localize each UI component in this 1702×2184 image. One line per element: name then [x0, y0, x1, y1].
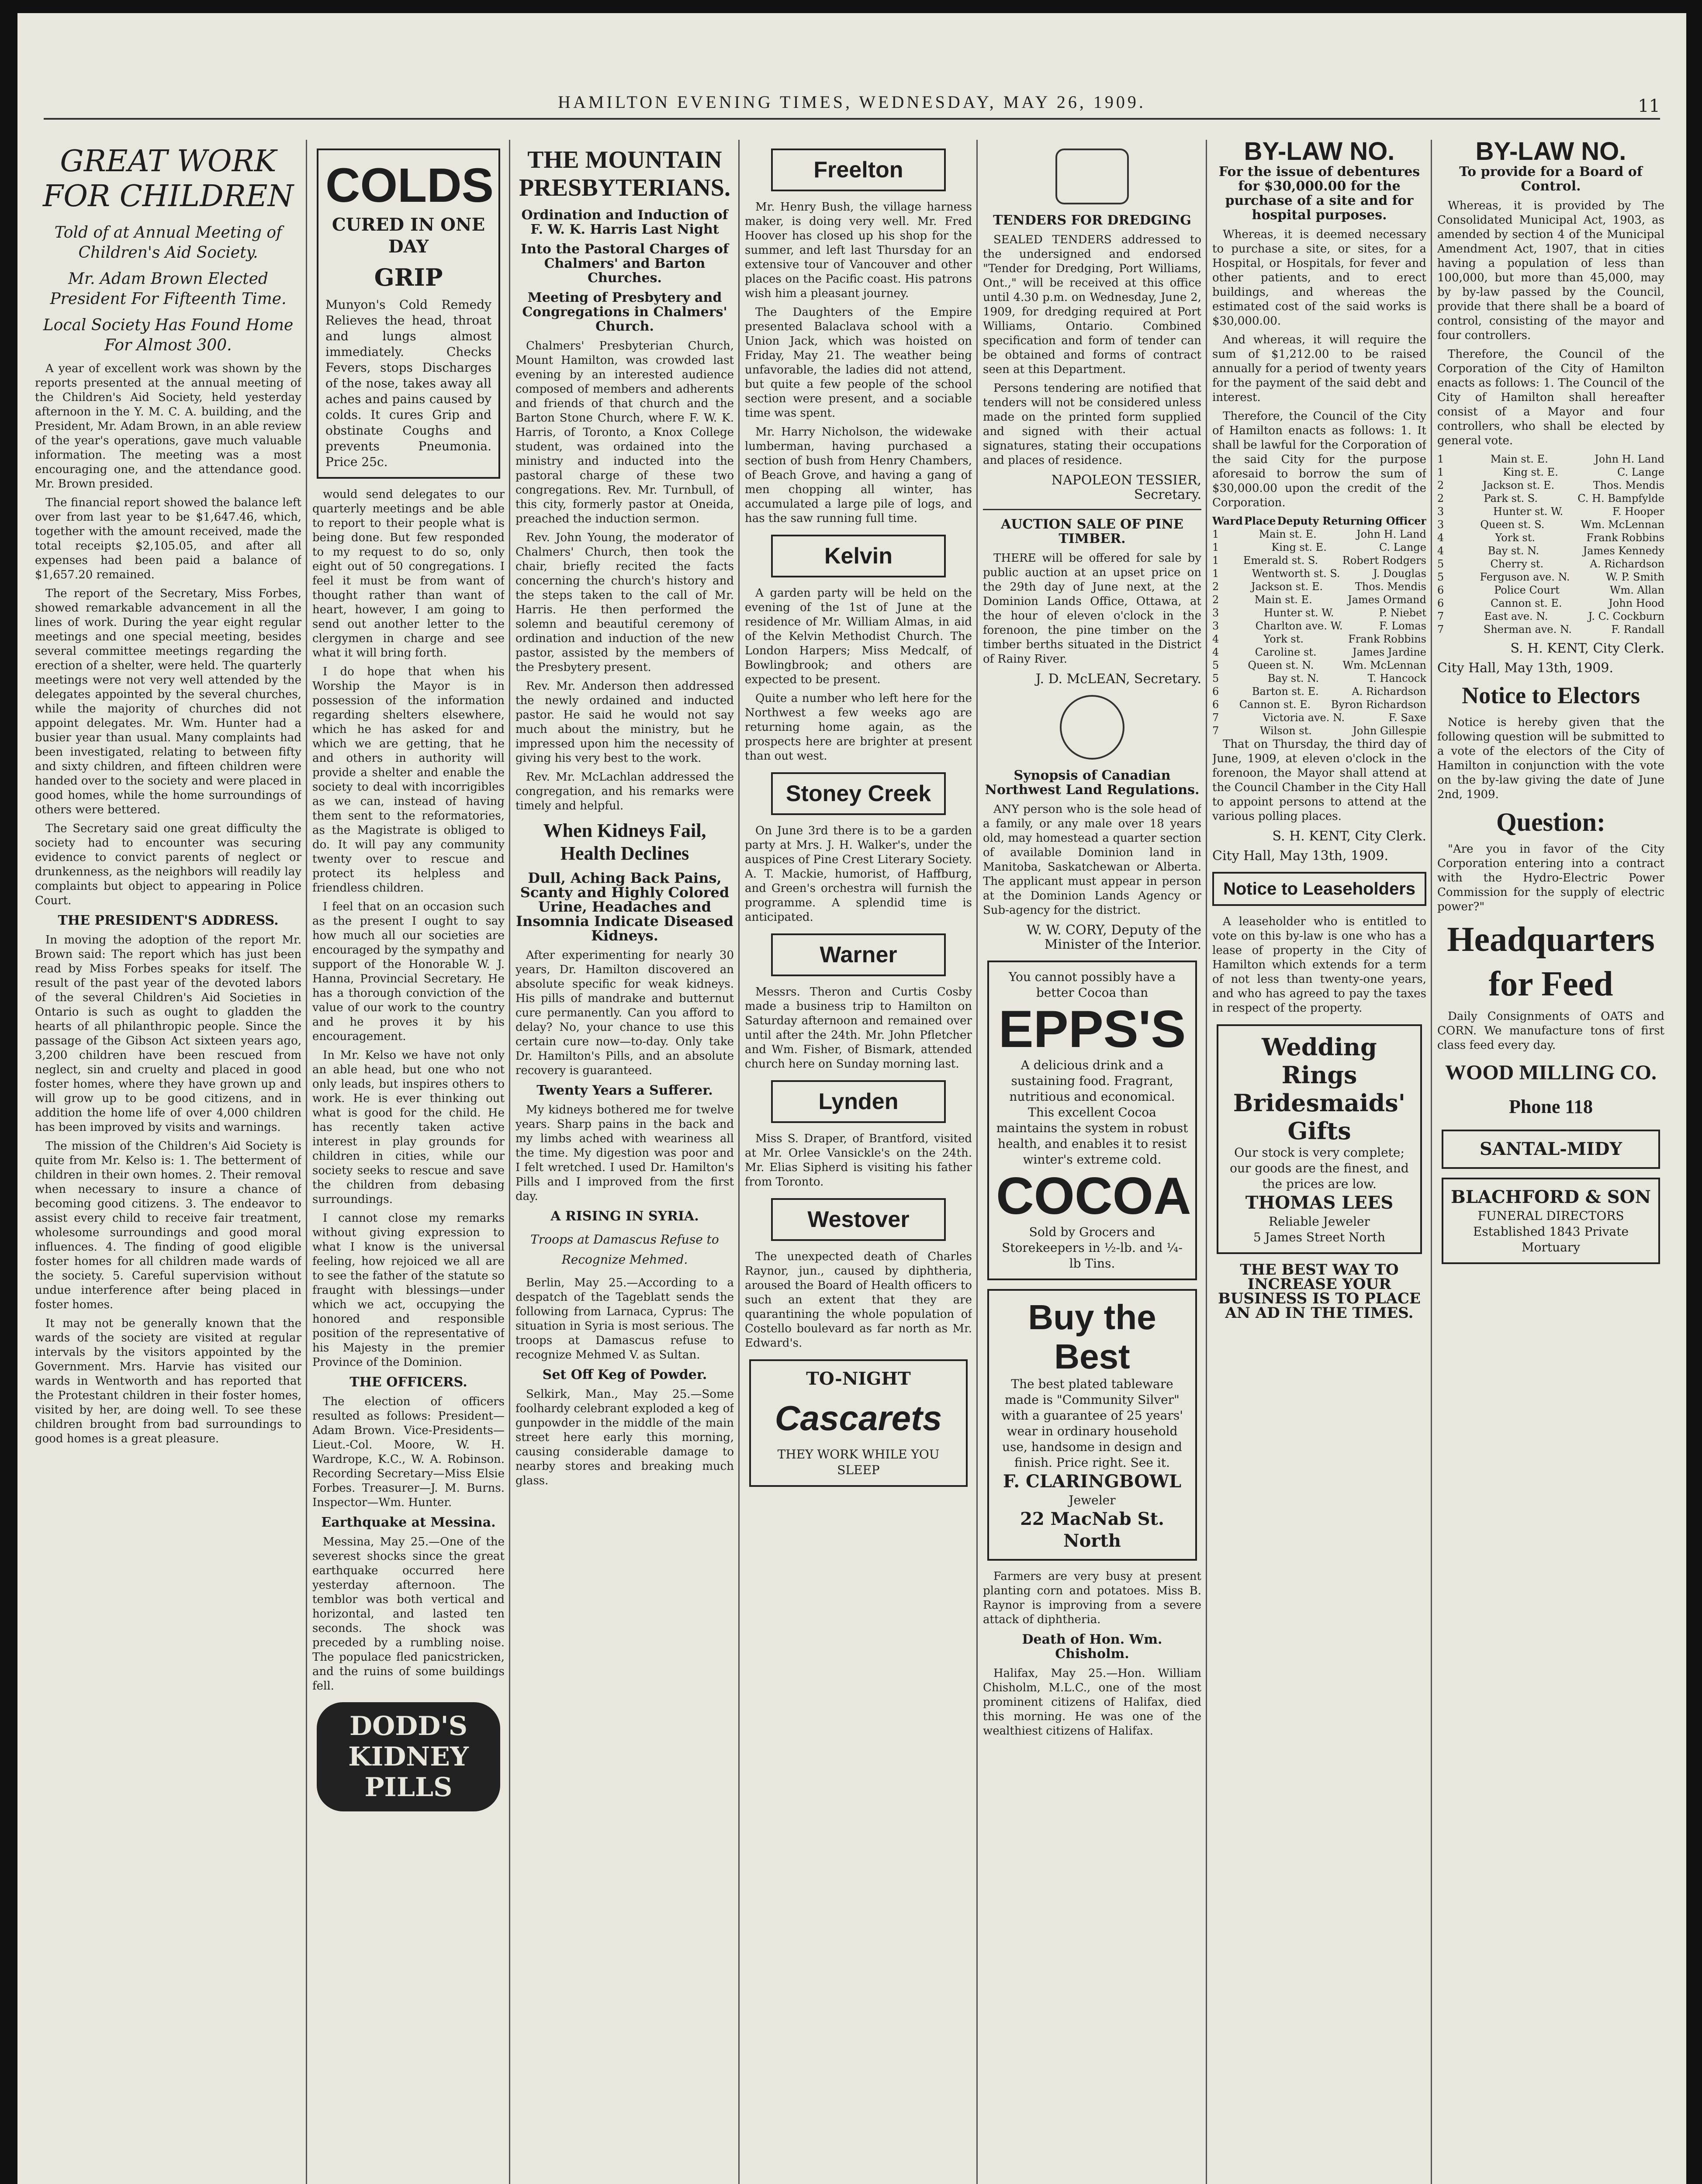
wedding-ad-address: 5 James Street North	[1253, 1230, 1386, 1244]
article-paragraph: The unexpected death of Charles Raynor, jun., caused by diphtheria, aroused the Board of Health officers to such an extent that they are quarantining the whole population of Costello boulevard as far north as Mr. Edward's.	[745, 1250, 972, 1350]
table-cell: Hunter st. W.	[1493, 505, 1564, 518]
column-rule	[976, 140, 978, 2184]
table-cell: C. Lange	[1617, 466, 1664, 478]
table-cell: 4	[1212, 633, 1219, 645]
table-cell: Wm. McLennan	[1342, 659, 1426, 671]
subheading: TENDERS FOR DREDGING	[993, 213, 1191, 228]
table-cell: Thos. Mendis	[1355, 581, 1426, 593]
article-paragraph: The Daughters of the Empire presented Balaclava school with a Union Jack, which was hoisted on Friday, May 21. The weather being unfavorable, the ladies did not attend, but quite a few people of the school section were present, and a sociable time was spent.	[745, 306, 972, 420]
table-row	[1437, 623, 1664, 636]
table-cell: Bay st. N.	[1267, 672, 1319, 684]
mill-name: WOOD MILLING CO.	[1445, 1061, 1657, 1084]
polling-table-header	[1212, 515, 1426, 528]
table-row	[1212, 593, 1426, 606]
colds-ad-subtitle: CURED IN ONE DAY	[332, 214, 485, 257]
table-cell: Main st. E.	[1259, 528, 1317, 540]
column-presbyterians	[515, 140, 734, 2184]
table-row	[1437, 557, 1664, 570]
feed-heading: Headquarters	[1447, 920, 1655, 959]
epps-ad-foot: Sold by Grocers and Storekeepers in ½-lb. and ¼-lb Tins.	[1002, 1225, 1183, 1271]
article-paragraph: My kidneys bothered me for twelve years. Sharp pains in the back and my limbs ached with weariness all the time. My digestion was poor and I felt wretched. I used Dr. Hamilton's Pills and I improved from the first day.	[515, 1103, 734, 1203]
subheading: THE OFFICERS.	[349, 1375, 467, 1390]
table-row	[1212, 528, 1426, 541]
table-cell: Sherman ave. N.	[1483, 623, 1572, 636]
cascarets-ad-line: TO-NIGHT	[806, 1368, 911, 1389]
table-cell: Jackson st. E.	[1483, 479, 1555, 491]
table-cell: 5	[1212, 659, 1219, 671]
article-paragraph: In moving the adoption of the report Mr. Brown said: The report which has just been read by Miss Forbes speaks for itself. The result of the past year of the devoted labors of the several Children's Aid Societies in Ontario is such as ought to gladden the hearts of all philanthropic people. Since the passage of the Gibson Act sixteen years ago, 3,200 children have been rescued from neglect, sin and cruelty and placed in good foster homes, where they have grown up and will grow up to be good citizens, and in addition the home life of over 4,000 children has been improved by visits and warnings.	[35, 933, 301, 1134]
section-box-freelton: Freelton	[771, 149, 946, 191]
table-row	[1437, 479, 1664, 492]
buy-the-best-ad	[987, 1289, 1197, 1561]
table-cell: Caroline st.	[1255, 646, 1317, 658]
table-row	[1212, 567, 1426, 580]
article-paragraph: Notice is hereby given that the following question will be submitted to a vote of the electors of the City of Hamilton in conjunction with the vote on the by-law giving the date of June 2nd, 1909.	[1437, 716, 1664, 801]
dodds-ad-line: DODD'S	[349, 1711, 468, 1742]
table-row	[1437, 492, 1664, 505]
table-row	[1437, 597, 1664, 610]
article-paragraph: SEALED TENDERS addressed to the undersigned and endorsed "Tender for Dredging, Port Williams, Ont.," will be received at this office until 4.30 p.m. on Wednesday, June 2, 1909, for dredging required at Port Williams, Ontario. Combined specification and form of tender can be obtained and forms of contract seen at this Department.	[983, 233, 1201, 376]
subheading: Set Off Keg of Powder.	[542, 1367, 707, 1382]
table-cell: James Ormand	[1348, 594, 1426, 606]
headline-great-work: GREAT WORK FOR CHILDREN	[43, 144, 294, 214]
table-row	[1212, 711, 1426, 724]
table-cell: Robert Rodgers	[1342, 554, 1426, 567]
table-cell: 3	[1212, 607, 1219, 619]
table-row	[1437, 531, 1664, 544]
cascarets-ad	[749, 1359, 968, 1487]
article-paragraph: Mr. Harry Nicholson, the widewake lumberman, having purchased a section of bush from Henry Chambers, of Beach Grove, and having a gang of men chopping all winter, has accumulated a large pile of logs, and has the saw running full time.	[745, 425, 972, 525]
article-paragraph: Quite a number who left here for the Northwest a few weeks ago are returning home again, as the prospects here are brighter at present than out west.	[745, 692, 972, 763]
article-paragraph: "Are you in favor of the City Corporation entering into a contract with the Hydro-Electric Power Commission for the supply of electric power?"	[1437, 843, 1664, 913]
wedding-ad-role: Reliable Jeweler	[1269, 1214, 1370, 1229]
table-cell: 5	[1437, 571, 1444, 583]
table-cell: Byron Richardson	[1331, 698, 1426, 711]
article-paragraph: Therefore, the Council of the City of Hamilton enacts as follows: 1. It shall be lawful for the Corporation of the said City for the purpose aforesaid to borrow the sum of $30,000.00 upon the credit of the Corporation.	[1212, 410, 1426, 509]
table-cell: 6	[1437, 584, 1444, 596]
kidneys-ad-deck: Dull, Aching Back Pains, Scanty and Highly Colored Urine, Headaches and Insomnia Indicate Diseased Kidneys.	[516, 870, 733, 944]
column-great-work	[35, 140, 301, 2184]
article-paragraph: I feel that on an occasion such as the present I ought to say how much all our societies are encouraged by the sympathy and support of the Honorable W. J. Hanna, Provincial Secretary. He has a thorough conviction of the value of our work to the country and he proves it by his encouragement.	[312, 900, 505, 1043]
section-box-warner: Warner	[771, 933, 946, 976]
article-paragraph: The Secretary said one great difficulty the society had to encounter was securing evidence to convict parents of neglect or drunkenness, as the neighbors will readily lay complaints but object to appearing in Police Court.	[35, 822, 301, 907]
table-cell: Bay st. N.	[1488, 545, 1539, 557]
deck: Local Society Has Found Home For Almost 300.	[43, 316, 294, 354]
grip-label: GRIP	[374, 263, 443, 291]
table-cell: A. Richardson	[1590, 558, 1664, 570]
table-cell: Frank Robbins	[1586, 532, 1664, 544]
table-cell: Queen st. S.	[1480, 518, 1545, 531]
article-paragraph: Messrs. Theron and Curtis Cosby made a business trip to Hamilton on Saturday afternoon and remained over until after the 24th. Mr. John Pfletcher and Wm. Fisher, of Bismark, attended church here on Sunday morning last.	[745, 985, 972, 1071]
deck: Troops at Damascus Refuse to Recognize Mehmed.	[530, 1232, 719, 1267]
table-cell: 1	[1212, 554, 1219, 567]
table-cell: Emerald st. S.	[1243, 554, 1318, 567]
newspaper-page	[17, 13, 1686, 2184]
deck: Meeting of Presbytery and Congregations in Chalmers' Church.	[522, 290, 727, 334]
article-paragraph: Therefore, the Council of the Corporation of the City of Hamilton enacts as follows: 1. The Council of the City of Hamilton shall hereafter consist of a Mayor and four controllers, who shall be elected by general vote.	[1437, 348, 1664, 447]
page-masthead: HAMILTON EVENING TIMES, WEDNESDAY, MAY 26, 1909.	[44, 92, 1660, 120]
polling-table	[1212, 528, 1426, 737]
table-cell: P. Niebet	[1379, 607, 1426, 619]
column-correspondence	[745, 140, 972, 2184]
epps-ad-brand: EPPS'S	[998, 1000, 1186, 1058]
table-cell: 7	[1437, 610, 1444, 622]
table-cell: 7	[1212, 725, 1219, 737]
table-cell: Wilson st.	[1259, 725, 1312, 737]
table-cell: 1	[1437, 466, 1444, 478]
article-paragraph: I cannot close my remarks without giving expression to what I know is the universal feeling, how rejoiced we all are to see the father of the statute so fraught with blessings—under which we act, occupying the honored and responsible position of the representative of his Majesty in the premier Province of the Dominion.	[312, 1212, 505, 1369]
epps-ad-top: You cannot possibly have a better Cocoa than	[1008, 970, 1176, 1000]
table-cell: Hunter st. W.	[1264, 607, 1334, 619]
column-rule	[738, 140, 740, 2184]
table-cell: Park st. S.	[1484, 492, 1538, 505]
page-number: 11	[1638, 96, 1660, 116]
wedding-ad-head: Bridesmaids' Gifts	[1233, 1089, 1406, 1145]
table-cell: 4	[1212, 646, 1219, 658]
table-row	[1212, 541, 1426, 554]
table-cell: Victoria ave. N.	[1263, 712, 1345, 724]
table-row	[1212, 672, 1426, 685]
article-paragraph: Mr. Henry Bush, the village harness maker, is doing very well. Mr. Fred Hoover has closed up his shop for the summer, and left last Thursday for an extensive tour of Vancouver and other places on the Pacific coast. His patrons wish him a pleasant journey.	[745, 200, 972, 300]
subheading: AUCTION SALE OF PINE TIMBER.	[1001, 517, 1183, 546]
article-paragraph: In Mr. Kelso we have not only an able head, but one who not only leads, but inspires others to work. He is ever thinking out what is good for the child. He has recently taken active interest in play grounds for children in cities, while our society seeks to rescue and save the children from debasing surroundings.	[312, 1049, 505, 1206]
bylaw-title: BY-LAW NO.	[1475, 140, 1626, 166]
article-paragraph: On June 3rd there is to be a garden party at Mrs. J. H. Walker's, under the auspices of Pine Crest Literary Society. A. T. Mackie, humorist, of Haffburg, and Green's orchestra will furnish the programme. A splendid time is anticipated.	[745, 824, 972, 924]
buy-best-text: The best plated tableware made is "Community Silver" with a guarantee of 25 years' wear in ordinary household use, handsome in design and finish. Price right. See it.	[1001, 1377, 1183, 1470]
table-cell: Main st. E.	[1254, 594, 1312, 606]
table-row	[1437, 570, 1664, 584]
table-cell: J. Douglas	[1373, 567, 1426, 580]
table-cell: King st. E.	[1503, 466, 1558, 478]
funeral-sub: FUNERAL DIRECTORS	[1477, 1209, 1624, 1223]
table-cell: Wentworth st. S.	[1252, 567, 1340, 580]
table-header-cell: Ward	[1212, 515, 1243, 527]
table-row	[1437, 466, 1664, 479]
signature: NAPOLEON TESSIER, Secretary.	[1051, 473, 1201, 502]
table-cell: 3	[1212, 620, 1219, 632]
table-cell: 1	[1212, 528, 1219, 540]
signature: S. H. KENT, City Clerk.	[1510, 641, 1664, 656]
section-box-lynden: Lynden	[771, 1080, 946, 1123]
table-cell: F. Saxe	[1388, 712, 1426, 724]
coat-of-arms-icon	[1060, 695, 1124, 760]
article-paragraph: And whereas, it will require the sum of $1,212.00 to be raised annually for a period of twenty years for the payment of the said debt and interest.	[1212, 333, 1426, 404]
table-cell: Cannon st. E.	[1490, 597, 1562, 609]
deck: Told of at Annual Meeting of Children's Aid Society.	[54, 224, 282, 262]
table-cell: 6	[1437, 597, 1444, 609]
table-row	[1437, 453, 1664, 466]
article-paragraph: Rev. Mr. Anderson then addressed the newly ordained and inducted pastor. He said he would not say much about the ministry, but he impressed upon him the necessity of giving his very best to the work.	[515, 680, 734, 765]
subheading: Earthquake at Messina.	[321, 1515, 496, 1530]
table-row	[1437, 610, 1664, 623]
article-paragraph: Messina, May 25.—One of the severest shocks since the great earthquake occurred here yesterday afternoon. The temblor was both vertical and horizontal, and lasted ten seconds. The shock was preceded by a rumbling noise. The populace fled panicstricken, and the ruins of some buildings fell.	[312, 1535, 505, 1693]
article-paragraph: Miss S. Draper, of Brantford, visited at Mr. Orlee Vansickle's on the 24th. Mr. Elias Sipherd is visiting his father from Toronto.	[745, 1132, 972, 1189]
table-row	[1212, 632, 1426, 646]
section-box-kelvin: Kelvin	[771, 535, 946, 577]
table-cell: John Gillespie	[1353, 725, 1426, 737]
epps-ad-cocoa: COCOA	[996, 1167, 1191, 1225]
table-cell: York st.	[1263, 633, 1304, 645]
table-row	[1212, 580, 1426, 593]
table-row	[1212, 646, 1426, 659]
bylaw-intro: To provide for a Board of Control.	[1459, 164, 1643, 194]
table-row	[1212, 619, 1426, 632]
times-ad: THE BEST WAY TO INCREASE YOUR BUSINESS IS TO PLACE AN AD IN THE TIMES.	[1218, 1261, 1421, 1322]
table-cell: Police Court	[1494, 584, 1560, 596]
dateline: City Hall, May 13th, 1909.	[1212, 848, 1388, 864]
wedding-ad-name: THOMAS LEES	[1245, 1192, 1394, 1213]
table-cell: 3	[1437, 505, 1444, 518]
table-cell: 4	[1437, 545, 1444, 557]
article-paragraph: The financial report showed the balance left over from last year to be $1,647.46, which, together with the amount received, made the total receipts $2,105.05, and after all expenses had been paid a balance of $1,657.20 remained.	[35, 496, 301, 581]
cascarets-ad-brand: Cascarets	[775, 1399, 942, 1438]
epps-ad-desc: A delicious drink and a sustaining food. Fragrant, nutritious and economical. This excellent Cocoa maintains the system in robust health, and enables it to resist winter's extreme cold.	[996, 1058, 1188, 1167]
table-cell: W. P. Smith	[1605, 571, 1664, 583]
table-cell: Wm. Allan	[1609, 584, 1664, 596]
table-cell: F. Hooper	[1612, 505, 1664, 518]
table-row	[1212, 606, 1426, 619]
table-cell: C. Lange	[1379, 541, 1426, 553]
table-cell: Jackson st. E.	[1251, 581, 1323, 593]
table-cell: F. Lomas	[1379, 620, 1426, 632]
dodds-kidney-pills-ad	[317, 1702, 500, 1811]
table-cell: 5	[1212, 672, 1219, 684]
article-paragraph: Selkirk, Man., May 25.—Some foolhardy celebrant exploded a keg of gunpowder in the middle of the main street here early this morning, causing considerable damage to nearby stores and breaking much glass.	[515, 1388, 734, 1487]
article-paragraph: Daily Consignments of OATS and CORN. We manufacture tons of first class feed every day.	[1437, 1010, 1664, 1052]
column-rule	[1206, 140, 1207, 2184]
dodds-ad-line: KIDNEY	[348, 1742, 469, 1772]
table-cell: 1	[1437, 453, 1444, 465]
article-paragraph: Rev. Mr. McLachlan addressed the congregation, and his remarks were timely and helpful.	[515, 771, 734, 812]
funeral-addr: Established 1843 Private Mortuary	[1473, 1224, 1629, 1254]
buy-best-head: Buy the Best	[1028, 1298, 1156, 1376]
table-cell: 7	[1437, 623, 1444, 636]
article-paragraph: ANY person who is the sole head of a family, or any male over 18 years old, may homestead a quarter section of available Dominion land in Manitoba, Saskatchewan or Alberta. The applicant must appear in person at the Dominion Lands Agency or Sub-agency for the district.	[983, 803, 1201, 917]
colds-ad	[317, 149, 500, 479]
table-cell: John Hood	[1609, 597, 1664, 609]
article-paragraph: After experimenting for nearly 30 years, Dr. Hamilton discovered an absolute specific for weak kidneys. His pills of mandrake and butternut cure permanently. Can you afford to delay? No, your chance to use this certain cure now—to-day. Only take Dr. Hamilton's Pills, and an absolute recovery is guaranteed.	[515, 949, 734, 1077]
table-cell: F. Randall	[1611, 623, 1664, 636]
article-paragraph: The report of the Secretary, Miss Forbes, showed remarkable advancement in all the lines of work. During the year eight regular meetings and one special meeting, besides several committee meetings regarding the erection of a shelter, were held. The quarterly meetings were not very well attended by the delegates appointed by the several churches, while the majority of churches did not appoint delegates. Mr. Wm. Hunter had a busier year than usual. Many complaints had been investigated, relating to between fifty and sixty children, and fifteen children were handed over to the society and were placed in good homes, while the home surroundings of others were bettered.	[35, 587, 301, 816]
article-paragraph: A year of excellent work was shown by the reports presented at the annual meeting of the Children's Aid Society, held yesterday afternoon in the Y. M. C. A. building, and the President, Mr. Adam Brown, in an able review of the year's operations, gave much valuable information. The meeting was a most encouraging one, and the attendance good. Mr. Brown presided.	[35, 362, 301, 491]
table-row	[1212, 698, 1426, 711]
table-cell: Wm. McLennan	[1581, 518, 1664, 531]
section-box-stoney-creek: Stoney Creek	[771, 772, 946, 815]
subheading: THE PRESIDENT'S ADDRESS.	[58, 913, 279, 928]
column-rule	[1431, 140, 1432, 2184]
deck: Ordination and Induction of F. W. K. Harris Last Night	[521, 207, 728, 237]
notice-leaseholders-heading: Notice to Leaseholders	[1212, 872, 1426, 906]
table-cell: 6	[1212, 685, 1219, 698]
article-paragraph: It may not be generally known that the wards of the society are visited at regular intervals by the visitors appointed by the Government. Mrs. Harvie has visited our wards in Wentworth and has reported that the Protestant children in their foster homes, visited by her, are doing well. To see these children brought from bad surroundings to good homes is a great pleasure.	[35, 1317, 301, 1445]
article-paragraph: The election of officers resulted as follows: President—Adam Brown. Vice-Presidents—Lieut.-Col. Moore, W. H. Wardrope, K.C., W. A. Robinson. Recording Secretary—Miss Elsie Forbes. Treasurer—J. M. Burns. Inspector—Wm. Hunter.	[312, 1395, 505, 1509]
article-paragraph: Chalmers' Presbyterian Church, Mount Hamilton, was crowded last evening by an interested audience composed of members and adherents and friends of that church and the Barton Stone Church, where F. W. K. Harris, of Toronto, a Knox College student, was ordained into the ministry and inducted into the pastoral charge of these two congregations. Rev. Mr. Turnbull, of this city, formerly pastor at Oneida, preached the induction sermon.	[515, 339, 734, 525]
article-paragraph: Halifax, May 25.—Hon. William Chisholm, M.L.C., one of the most prominent citizens of Halifax, died this morning. He was one of the wealthiest citizens of Halifax.	[983, 1667, 1201, 1738]
table-cell: 7	[1212, 712, 1219, 724]
signature: S. H. KENT, City Clerk.	[1272, 829, 1426, 844]
wedding-ad-text: Our stock is very complete; our goods are the finest, and the prices are low.	[1230, 1145, 1409, 1191]
feed-heading: for Feed	[1488, 965, 1613, 1003]
article-paragraph: Berlin, May 25.—According to a despatch of the Tageblatt sends the following from Larnaca, Cyprus: The situation in Syria is most serious. The troops at Damascus refuse to recognize Mehmed V. as Sultan.	[515, 1276, 734, 1362]
bylaw-title: BY-LAW NO.	[1244, 140, 1395, 166]
bylaw-intro: For the issue of debentures for $30,000.00 for the purchase of a site and for hospital purposes.	[1218, 164, 1420, 223]
table-cell: Thos. Mendis	[1593, 479, 1664, 491]
subheading: Twenty Years a Sufferer.	[536, 1083, 713, 1098]
column-rule	[509, 140, 510, 2184]
subheading: A RISING IN SYRIA.	[550, 1209, 699, 1224]
deck: Into the Pastoral Charges of Chalmers' and Barton Churches.	[521, 242, 729, 286]
article-paragraph: Whereas, it is provided by The Consolidated Municipal Act, 1903, as amended by section 4 of the Municipal Amendment Act, 1907, that in cities having a population of less than 100,000, but more than 45,000, may by by-law passed by the Council, provide that there shall be a board of control, consisting of the mayor and four controllers.	[1437, 199, 1664, 342]
column-tenders	[983, 140, 1201, 2184]
colds-ad-title: COLDS	[325, 159, 494, 212]
santal-ad-brand: SANTAL-MIDY	[1479, 1139, 1622, 1159]
question-heading: Question:	[1496, 808, 1606, 836]
table-cell: J. C. Cockburn	[1588, 610, 1664, 622]
table-row	[1212, 724, 1426, 737]
article-paragraph: Whereas, it is deemed necessary to purchase a site, or sites, for a Hospital, or Hospitals, for fever and other patients, and to erect buildings, and whereas the estimated cost of the said works is $30,000.00.	[1212, 228, 1426, 328]
table-header-cell: Deputy Returning Officer	[1277, 515, 1426, 527]
table-cell: Ferguson ave. N.	[1480, 571, 1570, 583]
table-cell: Cherry st.	[1490, 558, 1544, 570]
cascarets-ad-tagline: THEY WORK WHILE YOU SLEEP	[777, 1447, 940, 1477]
table-cell: 6	[1212, 698, 1219, 711]
table-cell: Frank Robbins	[1348, 633, 1426, 645]
table-cell: Charlton ave. W.	[1255, 620, 1343, 632]
dateline: City Hall, May 13th, 1909.	[1437, 660, 1613, 676]
deck: Mr. Adam Brown Elected President For Fifteenth Time.	[50, 270, 287, 308]
mill-phone: Phone 118	[1509, 1096, 1593, 1117]
signature: J. D. McLEAN, Secretary.	[1035, 671, 1201, 687]
blachford-ad	[1442, 1178, 1660, 1264]
epps-cocoa-ad	[987, 961, 1197, 1280]
table-cell: 1	[1212, 541, 1219, 553]
table-cell: Cannon st. E.	[1239, 698, 1311, 711]
table-row	[1212, 685, 1426, 698]
article-paragraph: That on Thursday, the third day of June, 1909, at eleven o'clock in the forenoon, the Mayor shall attend at the Council Chamber in the City Hall to appoint persons to attend at the various polling places.	[1212, 738, 1426, 823]
table-row	[1437, 505, 1664, 518]
table-header-cell: Place	[1244, 515, 1276, 527]
table-cell: 2	[1437, 492, 1444, 505]
polling-table	[1437, 453, 1664, 636]
table-row	[1437, 518, 1664, 531]
article-paragraph: Farmers are very busy at present planting corn and potatoes. Miss B. Raynor is improving from a severe attack of diphtheria.	[983, 1570, 1201, 1626]
table-cell: John H. Land	[1356, 528, 1426, 540]
divider	[983, 509, 1201, 510]
table-cell: A. Richardson	[1352, 685, 1426, 698]
signature: W. W. CORY, Deputy of the Minister of the Interior.	[1026, 923, 1201, 952]
table-cell: King st. E.	[1271, 541, 1327, 553]
santal-midy-ad	[1442, 1130, 1660, 1169]
article-paragraph: THERE will be offered for sale by public auction at an upset price on the 29th day of June next, at the Dominion Lands Office, Ottawa, at the hour of eleven o'clock in the forenoon, the pine timber on the timber berths situated in the District of Rainy River.	[983, 552, 1201, 666]
column-bylaw-board	[1437, 140, 1664, 2184]
article-paragraph: Rev. John Young, the moderator of Chalmers' Church, then took the chair, briefly recited the facts concerning the church's history and the steps taken to the call of Mr. Harris. He then performed the solemn and beautiful ceremony of ordination and induction of the new pastor, assisted by the members of the Presbytery present.	[515, 531, 734, 674]
funeral-name: BLACHFORD & SON	[1450, 1187, 1651, 1207]
article-paragraph: I do hope that when his Worship the Mayor is in possession of the information regarding shelters elsewhere, which he has asked for and which we are getting, that he and others in authority will provide a shelter and enable the society to deal with incorrigibles as we can, instead of having them sent to the reformatories, as the Magistrate is obliged to do. It will pay any community twenty over to rescue and protect its helpless and friendless children.	[312, 665, 505, 895]
dodds-ad-line: PILLS	[364, 1772, 453, 1803]
table-row	[1212, 659, 1426, 672]
subheading: Synopsis of Canadian Northwest Land Regulations.	[985, 768, 1200, 798]
table-cell: James Kennedy	[1583, 545, 1664, 557]
column-colds	[312, 140, 505, 2184]
kidneys-ad-headline: When Kidneys Fail, Health Declines	[543, 820, 706, 864]
subheading: Death of Hon. Wm. Chisholm.	[1022, 1632, 1162, 1662]
table-cell: 2	[1437, 479, 1444, 491]
table-cell: T. Hancock	[1367, 672, 1426, 684]
table-cell: 2	[1212, 594, 1219, 606]
colds-ad-text: Munyon's Cold Remedy Relieves the head, throat and lungs almost immediately. Checks Fevers, stops Discharges of the nose, takes away all aches and pains caused by colds. It cures Grip and obstinate Coughs and prevents Pneumonia. Price 25c.	[325, 297, 491, 469]
table-cell: 3	[1437, 518, 1444, 531]
table-cell: 4	[1437, 532, 1444, 544]
table-cell: Barton st. E.	[1252, 685, 1319, 698]
article-paragraph: A garden party will be held on the evening of the 1st of June at the residence of Mr. William Almas, in aid of the Kelvin Methodist Church. The London Harpers; Miss Medcalf, of Bowlingbrook; and others are expected to be present.	[745, 587, 972, 686]
table-cell: James Jardine	[1353, 646, 1426, 658]
buy-best-role: Jeweler	[1069, 1493, 1116, 1507]
column-bylaw-hospital	[1212, 140, 1426, 2184]
table-cell: John H. Land	[1595, 453, 1664, 465]
table-row	[1437, 544, 1664, 557]
table-row	[1212, 554, 1426, 567]
table-cell: East ave. N.	[1484, 610, 1548, 622]
wedding-ad-head: Wedding Rings	[1262, 1033, 1377, 1089]
article-paragraph: would send delegates to our quarterly meetings and be able to report to their people what is being done. But few responded to my request to do so, only eight out of 50 congregations. I feel it must be from want of thought rather than want of heart, however, I am going to send out another letter to the clergymen in charge and see what it will bring forth.	[312, 488, 505, 660]
table-cell: 5	[1437, 558, 1444, 570]
table-cell: 2	[1212, 581, 1219, 593]
notice-electors-heading: Notice to Electors	[1462, 682, 1640, 708]
article-paragraph: The mission of the Children's Aid Society is quite from Mr. Kelso is: 1. The betterment of children in their own homes. 2. Their removal when necessary to insure a chance of becoming good citizens. 3. The endeavor to assist every child to receive fair treatment, wholesome surroundings and good moral influences. 4. The finding of good eligible foster homes for all children made wards of the society. 5. Careful supervision without undue interference after being placed in foster homes.	[35, 1140, 301, 1311]
table-cell: Queen st. N.	[1248, 659, 1314, 671]
article-paragraph: Persons tendering are notified that tenders will not be considered unless made on the printed form supplied and signed with their actual signatures, stating their occupations and places of residence.	[983, 382, 1201, 467]
buy-best-name: F. CLARINGBOWL	[1003, 1471, 1182, 1492]
table-header-row	[1212, 515, 1426, 528]
headline-mountain-presbyterians: THE MOUNTAIN PRESBYTERIANS.	[519, 146, 730, 201]
section-box-westover: Westover	[771, 1198, 946, 1241]
table-cell: York st.	[1495, 532, 1535, 544]
coat-of-arms-icon	[1055, 149, 1129, 204]
wedding-rings-ad	[1217, 1024, 1422, 1254]
table-cell: 1	[1212, 567, 1219, 580]
table-cell: C. H. Bampfylde	[1577, 492, 1664, 505]
table-cell: Main st. E.	[1490, 453, 1548, 465]
table-row	[1437, 584, 1664, 597]
buy-best-address: 22 MacNab St. North	[1020, 1509, 1164, 1551]
article-paragraph: A leaseholder who is entitled to vote on this by-law is one who has a lease of property in the City of Hamilton which extends for a term of not less than twenty-one years, and who has agreed to pay the taxes in respect of the property.	[1212, 915, 1426, 1015]
column-rule	[306, 140, 307, 2184]
